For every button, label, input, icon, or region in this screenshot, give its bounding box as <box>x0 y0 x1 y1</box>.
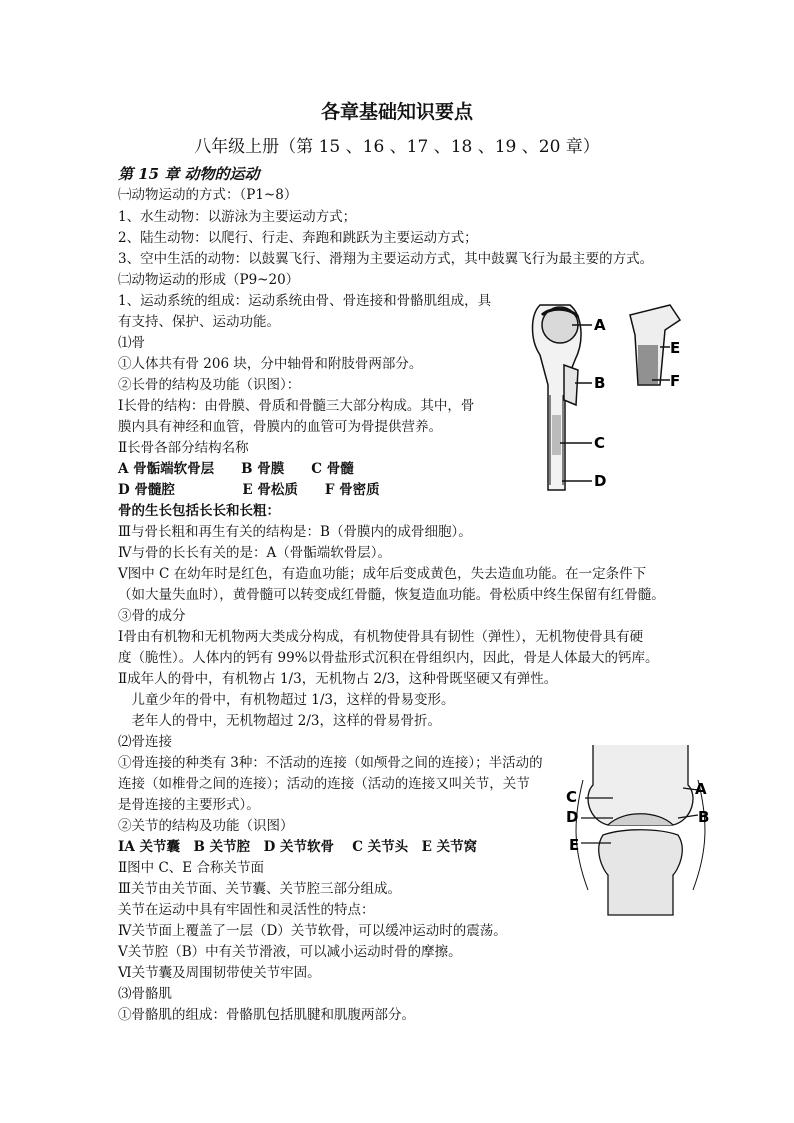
joint-label-e: E <box>569 836 580 854</box>
bone-label-e: E <box>670 339 681 357</box>
text-line: ⑴骨 <box>118 335 145 351</box>
text-line: 儿童少年的骨中，有机物超过 1/3，这样的骨易变形。 <box>118 692 455 708</box>
text-line: D 骨髓腔 E 骨松质 F 骨密质 <box>118 482 380 498</box>
text-line: Ⅱ长骨各部分结构名称 <box>118 440 249 456</box>
text-line: 有支持、保护、运动功能。 <box>118 314 280 330</box>
bone-label-c: C <box>594 434 606 452</box>
text-line: ⑶骨骼肌 <box>118 986 172 1002</box>
text-line: Ⅱ成年人的骨中，有机物占 1/3，无机物占 2/3，这种骨既坚硬又有弹性。 <box>118 671 558 687</box>
text-line: ①骨骼肌的组成：骨骼肌包括肌腱和肌腹两部分。 <box>118 1007 415 1023</box>
bone-label-a: A <box>594 316 606 334</box>
text-line: Ⅳ关节面上覆盖了一层（D）关节软骨，可以缓冲运动时的震荡。 <box>118 923 507 939</box>
text-line: Ⅲ与骨长粗和再生有关的结构是：B（骨膜内的成骨细胞）。 <box>118 524 472 540</box>
text-line: Ⅰ长骨的结构：由骨膜、骨质和骨髓三大部分构成。其中，骨 <box>118 398 475 414</box>
text-line: 1、运动系统的组成：运动系统由骨、骨连接和骨骼肌组成，具 <box>118 293 492 309</box>
text-line: A 骨骺端软骨层 B 骨膜 C 骨髓 <box>118 461 354 477</box>
text-line: ②关节的结构及功能（识图） <box>118 818 294 834</box>
text-line: ㈠动物运动的方式：（P1~8） <box>118 187 298 203</box>
text-line: （如大量失血时），黄骨髓可以转变成红骨髓，恢复造血功能。骨松质中终生保留有红骨髓。 <box>118 587 665 603</box>
joint-label-c: C <box>566 788 578 806</box>
text-line: Ⅱ图中 C、E 合称关节面 <box>118 860 264 876</box>
text-line: ③骨的成分 <box>118 608 186 624</box>
text-line: 老年人的骨中，无机物超过 2/3，这样的骨易骨折。 <box>118 713 442 729</box>
text-line: Ⅵ关节囊及周围韧带使关节牢固。 <box>118 965 321 981</box>
text-line: 1、水生动物：以游泳为主要运动方式； <box>118 209 357 225</box>
text-line: 骨的生长包括长长和长粗： <box>118 503 280 519</box>
text-line: Ⅳ与骨的长长有关的是：A（骨骺端软骨层）。 <box>118 545 391 561</box>
text-line: Ⅴ关节腔（B）中有关节滑液，可以减小运动时骨的摩擦。 <box>118 944 462 960</box>
text-line: ①骨连接的种类有 3种：不活动的连接（如颅骨之间的连接）；半活动的 <box>118 755 543 771</box>
text-line: Ⅴ图中 C 在幼年时是红色，有造血功能；成年后变成黄色，失去造血功能。在一定条件下 <box>118 566 647 582</box>
joint-label-d: D <box>566 808 579 826</box>
text-line: 连接（如椎骨之间的连接）；活动的连接（活动的连接又叫关节，关节 <box>118 776 530 792</box>
text-line: 是骨连接的主要形式）。 <box>118 797 260 813</box>
joint-diagram <box>576 745 705 915</box>
text-line: ⑵骨连接 <box>118 734 172 750</box>
text-line: ①人体共有骨 206 块，分中轴骨和附肢骨两部分。 <box>118 356 423 372</box>
text-line: 3、空中生活的动物：以鼓翼飞行、滑翔为主要运动方式，其中鼓翼飞行为最主要的方式。 <box>118 251 654 267</box>
joint-figure <box>563 740 723 920</box>
text-line: ⅠA 关节囊 B 关节腔 D 关节软骨 C 关节头 E 关节窝 <box>118 839 478 855</box>
text-line: 膜内具有神经和血管，骨膜内的血管可为骨提供营养。 <box>118 419 442 435</box>
page-title: 各章基础知识要点 <box>320 101 473 123</box>
long-bone-diagram <box>533 305 681 490</box>
text-line: Ⅲ关节由关节面、关节囊、关节腔三部分组成。 <box>118 881 402 897</box>
long-bone-figure <box>520 295 700 505</box>
bone-label-f: F <box>670 372 681 390</box>
text-line: 关节在运动中具有牢固性和灵活性的特点： <box>118 902 375 918</box>
text-line: 度（脆性）。人体内的钙有 99%以骨盐形式沉积在骨组织内，因此，骨是人体最大的钙库。 <box>118 650 659 666</box>
joint-label-b: B <box>698 808 710 826</box>
chapter-heading: 第 15 章 动物的运动 <box>118 165 260 183</box>
page-subtitle: 八年级上册（第 15 、16 、17 、18 、19 、20 章） <box>194 137 600 157</box>
text-line: 2、陆生动物：以爬行、行走、奔跑和跳跃为主要运动方式； <box>118 230 478 246</box>
text-line: Ⅰ骨由有机物和无机物两大类成分构成，有机物使骨具有韧性（弹性），无机物使骨具有硬 <box>118 629 644 645</box>
bone-label-b: B <box>594 374 606 392</box>
text-line: ㈡动物运动的形成（P9~20） <box>118 272 300 288</box>
bone-label-d: D <box>594 472 607 490</box>
joint-label-a: A <box>695 780 707 798</box>
text-line: ②长骨的结构及功能（识图）： <box>118 377 301 393</box>
